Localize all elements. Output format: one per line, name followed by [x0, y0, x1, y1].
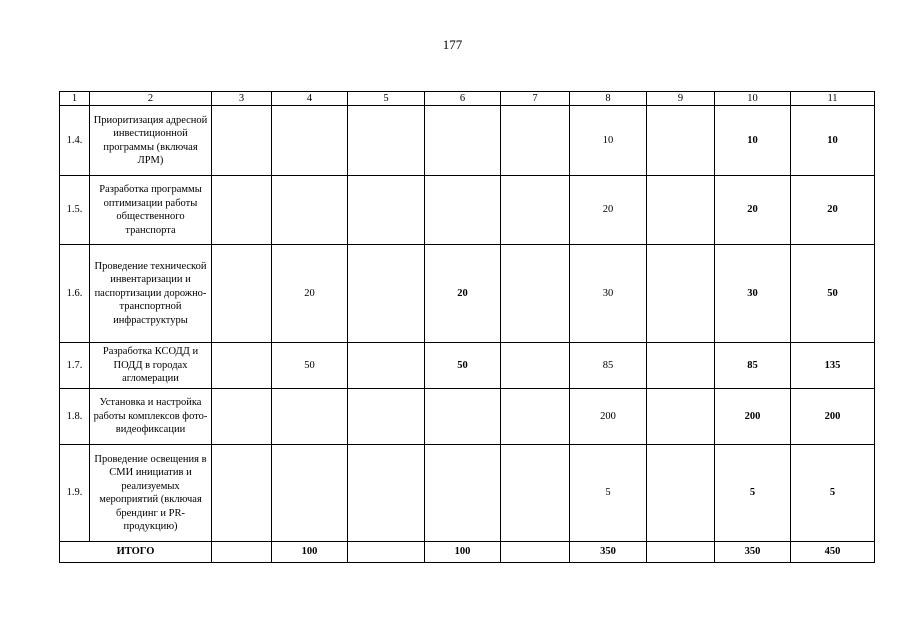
cell-col8: 85 — [570, 343, 647, 389]
column-header: 10 — [715, 92, 791, 106]
total-col10: 350 — [715, 542, 791, 563]
page-number: 177 — [442, 37, 463, 52]
row-number: 1.4. — [60, 106, 90, 176]
total-col11: 450 — [791, 542, 875, 563]
row-name: Проведение технической инвентаризации и паспортизации дорожно-транспортной инфраструктуры — [90, 245, 212, 343]
cell-col3 — [212, 445, 272, 542]
cell-col10: 200 — [715, 389, 791, 445]
cell-col3 — [212, 176, 272, 245]
cell-col6 — [425, 106, 501, 176]
table-row — [60, 343, 875, 389]
cell-col5 — [348, 445, 425, 542]
cell-col6: 50 — [425, 343, 501, 389]
cell-col4 — [272, 445, 348, 542]
column-header: 11 — [791, 92, 875, 106]
total-col3 — [212, 542, 272, 563]
cell-col11: 135 — [791, 343, 875, 389]
header-row — [60, 92, 875, 106]
column-header: 9 — [647, 92, 715, 106]
cell-col6 — [425, 389, 501, 445]
total-row — [60, 542, 875, 563]
cell-col7 — [501, 389, 570, 445]
row-number: 1.9. — [60, 445, 90, 542]
cell-col3 — [212, 106, 272, 176]
column-header: 7 — [501, 92, 570, 106]
cell-col7 — [501, 445, 570, 542]
row-number: 1.5. — [60, 176, 90, 245]
cell-col3 — [212, 343, 272, 389]
total-col5 — [348, 542, 425, 563]
cell-col6: 20 — [425, 245, 501, 343]
total-label: ИТОГО — [60, 542, 212, 563]
column-header: 1 — [60, 92, 90, 106]
cell-col11: 10 — [791, 106, 875, 176]
row-name: Разработка КСОДД и ПОДД в городах агломерации — [90, 343, 212, 389]
total-col6: 100 — [425, 542, 501, 563]
total-col7 — [501, 542, 570, 563]
cell-col10: 30 — [715, 245, 791, 343]
cell-col5 — [348, 389, 425, 445]
total-col8: 350 — [570, 542, 647, 563]
cell-col9 — [647, 389, 715, 445]
cell-col8: 200 — [570, 389, 647, 445]
row-name: Установка и настройка работы комплексов фото-видеофиксации — [90, 389, 212, 445]
table-row — [60, 176, 875, 245]
cell-col10: 5 — [715, 445, 791, 542]
cell-col11: 20 — [791, 176, 875, 245]
cell-col6 — [425, 445, 501, 542]
cell-col8: 30 — [570, 245, 647, 343]
cell-col9 — [647, 176, 715, 245]
table-row — [60, 245, 875, 343]
cell-col6 — [425, 176, 501, 245]
column-header: 4 — [272, 92, 348, 106]
cell-col7 — [501, 245, 570, 343]
column-header: 5 — [348, 92, 425, 106]
cell-col7 — [501, 343, 570, 389]
cell-col8: 20 — [570, 176, 647, 245]
row-number: 1.7. — [60, 343, 90, 389]
row-name: Разработка программы оптимизации работы общественного транспорта — [90, 176, 212, 245]
table-row — [60, 445, 875, 542]
cell-col9 — [647, 245, 715, 343]
cell-col7 — [501, 176, 570, 245]
cell-col10: 85 — [715, 343, 791, 389]
row-number: 1.8. — [60, 389, 90, 445]
column-header: 6 — [425, 92, 501, 106]
cell-col3 — [212, 389, 272, 445]
table-row — [60, 389, 875, 445]
cell-col7 — [501, 106, 570, 176]
row-name: Проведение освещения в СМИ инициатив и реализуемых мероприятий (включая брендинг и PR-продукцию) — [90, 445, 212, 542]
cell-col9 — [647, 445, 715, 542]
column-header: 3 — [212, 92, 272, 106]
row-name: Приоритизация адресной инвестиционной программы (включая ЛРМ) — [90, 106, 212, 176]
cell-col9 — [647, 343, 715, 389]
cell-col8: 10 — [570, 106, 647, 176]
column-header: 2 — [90, 92, 212, 106]
cell-col3 — [212, 245, 272, 343]
cell-col4: 50 — [272, 343, 348, 389]
cell-col4 — [272, 176, 348, 245]
cell-col4 — [272, 106, 348, 176]
cell-col5 — [348, 106, 425, 176]
cell-col4: 20 — [272, 245, 348, 343]
cell-col9 — [647, 106, 715, 176]
budget-table — [59, 91, 875, 563]
total-col9 — [647, 542, 715, 563]
total-col4: 100 — [272, 542, 348, 563]
cell-col4 — [272, 389, 348, 445]
cell-col11: 5 — [791, 445, 875, 542]
cell-col11: 50 — [791, 245, 875, 343]
cell-col11: 200 — [791, 389, 875, 445]
cell-col5 — [348, 343, 425, 389]
row-number: 1.6. — [60, 245, 90, 343]
cell-col8: 5 — [570, 445, 647, 542]
cell-col5 — [348, 176, 425, 245]
cell-col10: 20 — [715, 176, 791, 245]
table-row — [60, 106, 875, 176]
cell-col5 — [348, 245, 425, 343]
cell-col10: 10 — [715, 106, 791, 176]
column-header: 8 — [570, 92, 647, 106]
